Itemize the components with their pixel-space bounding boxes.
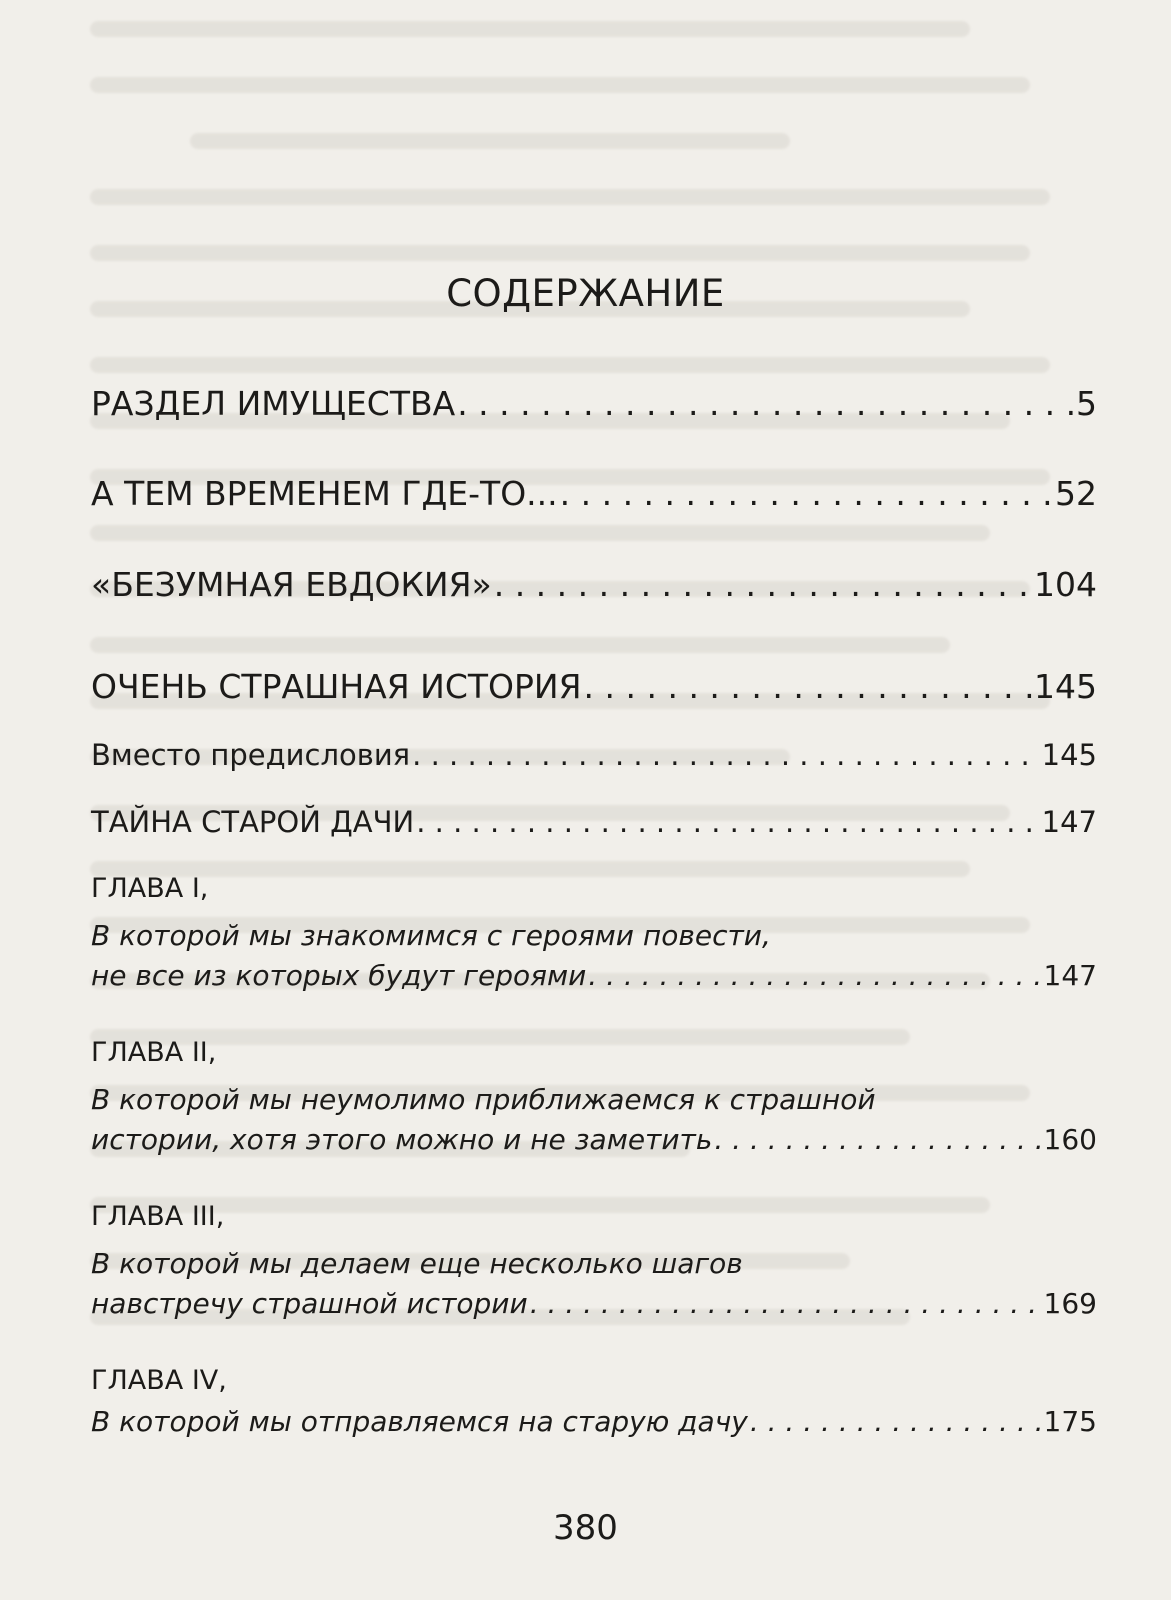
chapter-subtitle: В которой мы делаем еще несколько шагов bbox=[91, 1247, 743, 1280]
leader-dots bbox=[457, 384, 1074, 423]
leader-dots bbox=[714, 1123, 1041, 1156]
toc-entry-label: А ТЕМ ВРЕМЕНЕМ ГДЕ-ТО... bbox=[91, 474, 558, 513]
chapter-page: 175 bbox=[1043, 1405, 1097, 1438]
toc-entry-label: «БЕЗУМНАЯ ЕВДОКИЯ» bbox=[91, 565, 492, 604]
leader-dots bbox=[494, 565, 1032, 604]
toc-entry[interactable] bbox=[91, 738, 1097, 772]
chapter-subtitle: истории, хотя этого можно и не заметить bbox=[91, 1123, 713, 1156]
chapter-subtitle: В которой мы отправляемся на старую дачу bbox=[91, 1405, 748, 1438]
leader-dots bbox=[584, 667, 1032, 706]
leader-dots bbox=[560, 474, 1053, 513]
leader-dots bbox=[750, 1405, 1042, 1438]
toc-entry-page: 5 bbox=[1076, 384, 1097, 423]
toc-entry-label: ТАЙНА СТАРОЙ ДАЧИ bbox=[91, 805, 415, 839]
chapter-subtitle: В которой мы неумолимо приближаемся к страшной bbox=[91, 1083, 876, 1116]
chapter-page: 169 bbox=[1043, 1287, 1097, 1320]
chapter-page: 147 bbox=[1043, 959, 1097, 992]
toc-entry-label: Вместо предисловия bbox=[91, 738, 411, 772]
leader-dots bbox=[588, 959, 1041, 992]
toc-entry[interactable] bbox=[91, 474, 1097, 513]
leader-dots bbox=[412, 738, 1040, 772]
toc-entry-page: 145 bbox=[1041, 738, 1097, 772]
toc-entry-page: 52 bbox=[1055, 474, 1097, 513]
chapter-subtitle: не все из которых будут героями bbox=[91, 959, 587, 992]
toc-entry-page: 147 bbox=[1041, 805, 1097, 839]
toc-entry[interactable] bbox=[91, 805, 1097, 839]
chapter-heading: ГЛАВА III, bbox=[91, 1201, 225, 1232]
toc-entry[interactable] bbox=[91, 565, 1097, 604]
toc-entry-label: ОЧЕНЬ СТРАШНАЯ ИСТОРИЯ bbox=[91, 667, 582, 706]
chapter-heading: ГЛАВА I, bbox=[91, 873, 209, 904]
contents-title: СОДЕРЖАНИЕ bbox=[446, 272, 725, 315]
toc-entry-page: 104 bbox=[1034, 565, 1097, 604]
toc-chapter[interactable] bbox=[91, 1037, 1097, 1156]
toc-entry[interactable] bbox=[91, 384, 1097, 423]
toc-chapter[interactable] bbox=[91, 1365, 1097, 1438]
leader-dots bbox=[530, 1287, 1042, 1320]
chapter-heading: ГЛАВА IV, bbox=[91, 1365, 227, 1396]
chapter-subtitle: В которой мы знакомимся с героями повести, bbox=[91, 919, 771, 952]
chapter-subtitle: навстречу страшной истории bbox=[91, 1287, 528, 1320]
toc-chapter[interactable] bbox=[91, 873, 1097, 992]
toc-entry-page: 145 bbox=[1034, 667, 1097, 706]
page-number: 380 bbox=[553, 1508, 618, 1548]
toc-entry-label: РАЗДЕЛ ИМУЩЕСТВА bbox=[91, 384, 456, 423]
chapter-page: 160 bbox=[1043, 1123, 1097, 1156]
toc-chapter[interactable] bbox=[91, 1201, 1097, 1320]
chapter-heading: ГЛАВА II, bbox=[91, 1037, 217, 1068]
leader-dots bbox=[416, 805, 1039, 839]
toc-entry[interactable] bbox=[91, 667, 1097, 706]
